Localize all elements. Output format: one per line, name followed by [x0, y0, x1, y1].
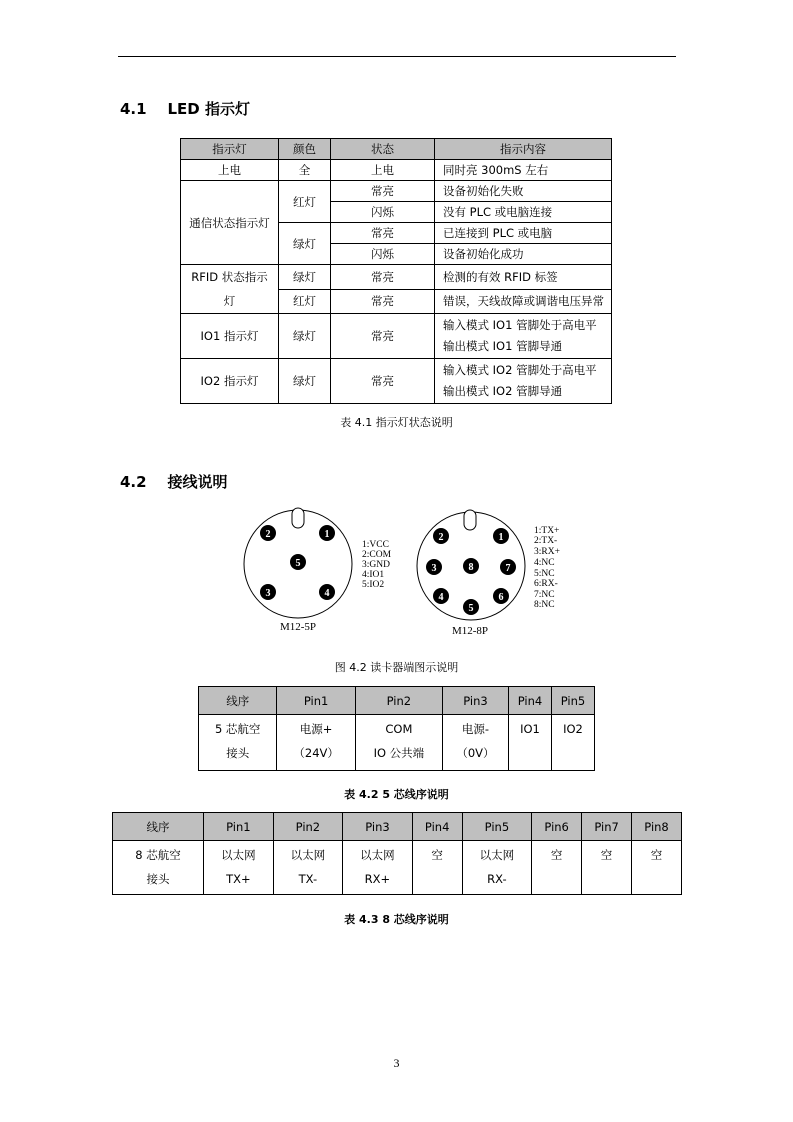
cell	[204, 841, 274, 895]
cell-line: COM	[385, 722, 413, 736]
cell	[551, 715, 594, 771]
cell: 常亮	[331, 223, 435, 244]
pin-label: 8	[468, 562, 474, 573]
cell-line: （24V）	[293, 746, 339, 760]
cell-line: 空	[431, 848, 443, 862]
cell	[277, 715, 355, 771]
cell: 闪烁	[331, 202, 435, 223]
header-cell: Pin1	[204, 813, 274, 841]
cell	[582, 841, 632, 895]
cell: 绿灯	[279, 314, 331, 359]
cell: 常亮	[331, 359, 435, 404]
cell: 全	[279, 160, 331, 181]
table-header-row	[199, 687, 595, 715]
cell	[113, 841, 204, 895]
table-header-row	[113, 813, 682, 841]
legend-item: 1:VCC	[362, 540, 389, 550]
cell: 设备初始化失败	[435, 181, 612, 202]
cell-line: 输入模式 IO1 管脚处于高电平	[443, 318, 597, 332]
header-cell: Pin8	[632, 813, 682, 841]
table-caption: 表 4.2 5 芯线序说明	[344, 788, 449, 801]
cell-line: RFID 状态指示	[191, 270, 268, 284]
header-cell: 状态	[331, 139, 435, 160]
cell: 上电	[181, 160, 279, 181]
cell	[199, 715, 277, 771]
cell: 同时亮 300mS 左右	[435, 160, 612, 181]
legend-item: 3:RX+	[534, 547, 560, 557]
cell-line: 以太网	[290, 848, 326, 862]
cell: 常亮	[331, 181, 435, 202]
cell-line: 电源-	[461, 722, 490, 736]
cell: IO2 指示灯	[181, 359, 279, 404]
cell: 检测的有效 RFID 标签	[435, 265, 612, 290]
cell-line: 灯	[223, 294, 236, 308]
eight-pin-table	[112, 812, 682, 895]
cell-line: 空	[550, 848, 563, 862]
connector-label: M12-5P	[279, 621, 317, 633]
pin-label: 5	[295, 558, 301, 569]
key-notch-icon	[464, 510, 476, 530]
header-cell: Pin6	[532, 813, 582, 841]
cell-line: 以太网	[479, 848, 515, 862]
header-cell: 颜色	[279, 139, 331, 160]
m12-8p-connector	[417, 510, 560, 637]
cell	[343, 841, 413, 895]
legend-item: 4:NC	[534, 558, 555, 568]
section-title: 接线说明	[167, 473, 228, 491]
cell-line: 8 芯航空	[135, 848, 181, 862]
cell-line: 接头	[226, 746, 250, 760]
cell-line: 接头	[146, 872, 170, 886]
legend-item: 5:IO2	[362, 580, 385, 590]
cell-line: RX-	[487, 872, 507, 886]
pin-label: 1	[498, 532, 504, 543]
cell-line: 空	[650, 848, 663, 862]
table-row	[113, 841, 682, 895]
cell	[532, 841, 582, 895]
cell: 常亮	[331, 265, 435, 290]
header-cell: Pin3	[343, 813, 413, 841]
cell-line: IO2	[563, 722, 583, 736]
legend-item: 1:TX+	[534, 526, 560, 536]
legend-item: 8:NC	[534, 600, 555, 610]
cell-line: 以太网	[360, 848, 395, 862]
pin-label: 4	[438, 592, 444, 603]
cell	[273, 841, 343, 895]
cell: 常亮	[331, 289, 435, 314]
header-cell: Pin2	[273, 813, 343, 841]
cell-line: IO1	[520, 722, 540, 736]
section-number: 4.2	[120, 473, 147, 491]
cell-line: 输出模式 IO1 管脚导通	[443, 339, 563, 353]
legend-item: 7:NC	[534, 590, 555, 600]
cell: 常亮	[331, 314, 435, 359]
header-cell: 指示内容	[435, 139, 612, 160]
cell: 红灯	[279, 181, 331, 223]
pin-label: 3	[265, 588, 271, 599]
section-number: 4.1	[120, 100, 147, 118]
cell: 红灯	[279, 289, 331, 314]
connector-label: M12-8P	[451, 625, 489, 637]
cell: 闪烁	[331, 244, 435, 265]
cell-line: IO 公共端	[373, 746, 425, 760]
cell-line: 以太网	[221, 848, 256, 862]
section-title: LED 指示灯	[167, 100, 250, 118]
pin-label: 7	[505, 563, 511, 574]
legend-item: 3:GND	[362, 560, 390, 570]
cell: 错误，天线故障或调谐电压异常	[435, 289, 612, 314]
cell: 绿灯	[279, 223, 331, 265]
cell: 绿灯	[279, 265, 331, 290]
cell	[355, 715, 442, 771]
cell-line: 输出模式 IO2 管脚导通	[443, 384, 563, 398]
cell: 设备初始化成功	[435, 244, 612, 265]
table-row	[199, 715, 595, 771]
figure-caption: 图 4.2 读卡器端图示说明	[334, 661, 459, 674]
pin-label: 2	[265, 529, 271, 540]
pin-label: 6	[498, 592, 504, 603]
legend-item: 2:COM	[362, 550, 392, 560]
cell-line: 输入模式 IO2 管脚处于高电平	[443, 363, 597, 377]
header-cell: 线序	[113, 813, 204, 841]
key-notch-icon	[292, 508, 304, 528]
header-cell: Pin4	[412, 813, 462, 841]
header-cell: 指示灯	[181, 139, 279, 160]
cell-line: TX-	[298, 872, 318, 886]
legend-item: 5:NC	[534, 569, 555, 579]
five-pin-table	[198, 686, 595, 771]
legend-item: 2:TX-	[534, 536, 558, 546]
cell-line: TX+	[226, 872, 251, 886]
cell: IO1 指示灯	[181, 314, 279, 359]
cell: 已连接到 PLC 或电脑	[435, 223, 612, 244]
legend-item: 4:IO1	[362, 570, 385, 580]
page-number: 3	[393, 1056, 400, 1070]
cell: 上电	[331, 160, 435, 181]
pin-label: 4	[324, 588, 330, 599]
cell-line: 5 芯航空	[214, 722, 261, 736]
cell	[508, 715, 551, 771]
cell	[462, 841, 532, 895]
cell	[412, 841, 462, 895]
header-cell: 线序	[199, 687, 277, 715]
header-cell: Pin4	[508, 687, 551, 715]
header-cell: Pin3	[442, 687, 508, 715]
legend-item: 6:RX-	[534, 579, 558, 589]
cell-line: 电源+	[299, 722, 333, 736]
cell	[632, 841, 682, 895]
header-cell: Pin2	[355, 687, 442, 715]
cell	[442, 715, 508, 771]
header-cell: Pin5	[462, 813, 532, 841]
pin-label: 2	[438, 532, 444, 543]
cell-line: 空	[600, 848, 613, 862]
header-cell: Pin7	[582, 813, 632, 841]
table-caption: 表 4.3 8 芯线序说明	[344, 913, 449, 926]
table-caption: 表 4.1 指示灯状态说明	[340, 416, 453, 429]
pin-label: 3	[431, 563, 437, 574]
cell: 通信状态指示灯	[181, 181, 279, 265]
pin-label: 1	[324, 529, 330, 540]
cell-line: （0V）	[456, 746, 495, 760]
header-cell: Pin1	[277, 687, 355, 715]
pin-label: 5	[468, 603, 474, 614]
cell: 没有 PLC 或电脑连接	[435, 202, 612, 223]
header-cell: Pin5	[551, 687, 594, 715]
cell-line: RX+	[364, 872, 391, 886]
cell: 绿灯	[279, 359, 331, 404]
m12-5p-connector	[244, 508, 392, 633]
